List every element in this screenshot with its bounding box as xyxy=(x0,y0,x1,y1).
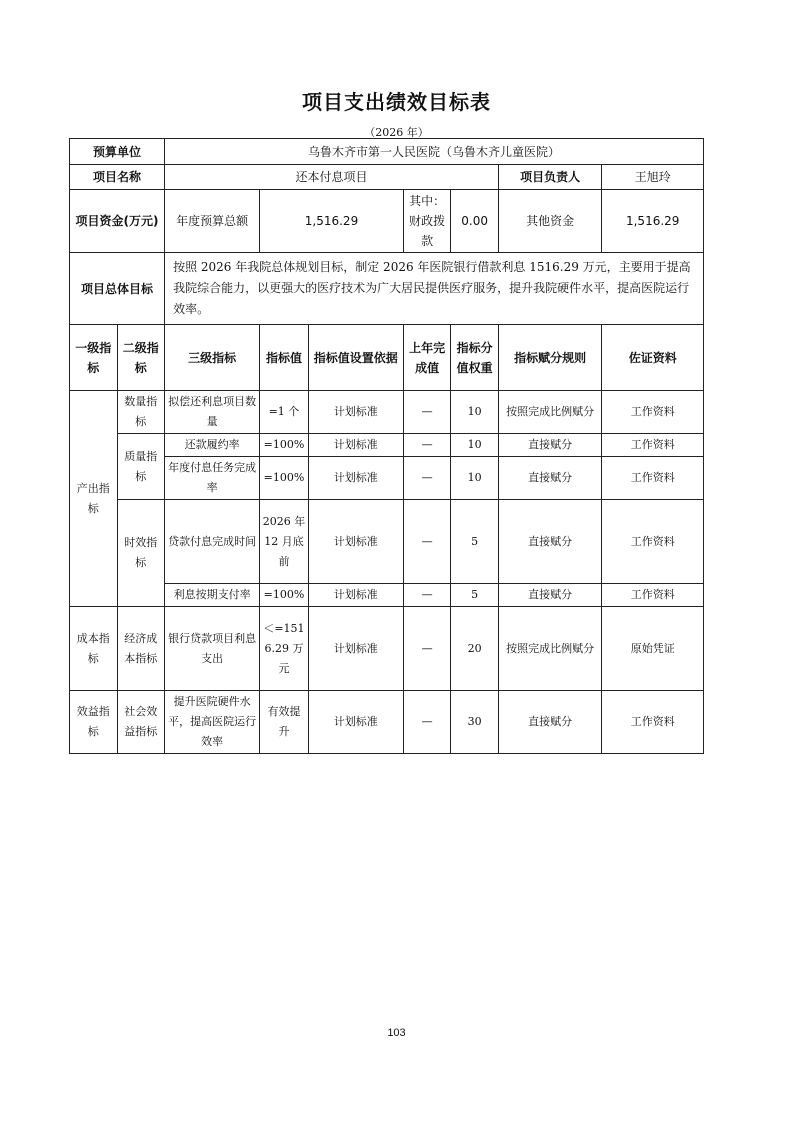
indicator-weight: 30 xyxy=(451,691,499,754)
indicator-name: 利息按期支付率 xyxy=(165,584,260,607)
group-benefit: 效益指标 xyxy=(70,691,118,754)
project-name-value: 还本付息项目 xyxy=(165,165,499,190)
header-weight: 指标分值权重 xyxy=(451,325,499,391)
indicator-basis: 计划标准 xyxy=(308,691,403,754)
group-output: 产出指标 xyxy=(70,391,118,607)
indicator-value: =100% xyxy=(260,434,309,457)
indicator-last-year: — xyxy=(403,391,451,434)
indicator-value: =100% xyxy=(260,584,309,607)
indicator-last-year: — xyxy=(403,607,451,691)
header-evidence: 佐证资料 xyxy=(602,325,704,391)
funds-row xyxy=(70,190,704,253)
indicator-rule: 直接赋分 xyxy=(498,691,602,754)
indicator-last-year: — xyxy=(403,691,451,754)
table-row xyxy=(70,691,704,754)
indicator-name: 还款履约率 xyxy=(165,434,260,457)
other-funds-value: 1,516.29 xyxy=(602,190,704,253)
table-row xyxy=(70,584,704,607)
indicator-evidence: 工作资料 xyxy=(602,500,704,584)
goal-label: 项目总体目标 xyxy=(70,253,165,325)
table-row xyxy=(70,500,704,584)
annual-budget-label: 年度预算总额 xyxy=(165,190,260,253)
indicator-weight: 20 xyxy=(451,607,499,691)
indicator-name: 贷款付息完成时间 xyxy=(165,500,260,584)
indicator-basis: 计划标准 xyxy=(308,434,403,457)
indicator-basis: 计划标准 xyxy=(308,584,403,607)
header-level3: 三级指标 xyxy=(165,325,260,391)
indicator-value: =100% xyxy=(260,457,309,500)
indicator-weight: 5 xyxy=(451,584,499,607)
indicator-weight: 10 xyxy=(451,457,499,500)
indicator-value: =1 个 xyxy=(260,391,309,434)
indicator-value: ＜=1516.29 万元 xyxy=(260,607,309,691)
indicator-last-year: — xyxy=(403,500,451,584)
unit-value: 乌鲁木齐市第一人民医院（乌鲁木齐儿童医院） xyxy=(165,139,704,165)
name-row xyxy=(70,165,704,190)
indicator-evidence: 工作资料 xyxy=(602,691,704,754)
header-rule: 指标赋分规则 xyxy=(498,325,602,391)
project-name-label: 项目名称 xyxy=(70,165,165,190)
unit-row xyxy=(70,139,704,165)
indicator-weight: 5 xyxy=(451,500,499,584)
performance-target-table xyxy=(69,138,704,754)
other-funds-label: 其他资金 xyxy=(498,190,602,253)
indicator-name: 银行贷款项目利息支出 xyxy=(165,607,260,691)
header-level2: 二级指标 xyxy=(117,325,165,391)
annual-budget-value: 1,516.29 xyxy=(260,190,404,253)
table-row xyxy=(70,434,704,457)
owner-value: 王旭玲 xyxy=(602,165,704,190)
indicator-value: 有效提升 xyxy=(260,691,309,754)
unit-label: 预算单位 xyxy=(70,139,165,165)
subgroup-social: 社会效益指标 xyxy=(117,691,165,754)
table-row xyxy=(70,391,704,434)
header-basis: 指标值设置依据 xyxy=(308,325,403,391)
indicator-rule: 按照完成比例赋分 xyxy=(498,607,602,691)
subgroup-timeliness: 时效指标 xyxy=(117,500,165,607)
header-value: 指标值 xyxy=(260,325,309,391)
indicator-rule: 直接赋分 xyxy=(498,584,602,607)
page-title: 项目支出绩效目标表 xyxy=(302,90,491,114)
indicator-last-year: — xyxy=(403,584,451,607)
indicator-rule: 直接赋分 xyxy=(498,434,602,457)
indicator-rule: 按照完成比例赋分 xyxy=(498,391,602,434)
indicator-weight: 10 xyxy=(451,434,499,457)
table-row xyxy=(70,457,704,500)
subgroup-quantity: 数量指标 xyxy=(117,391,165,434)
indicator-basis: 计划标准 xyxy=(308,457,403,500)
group-cost: 成本指标 xyxy=(70,607,118,691)
indicator-basis: 计划标准 xyxy=(308,607,403,691)
indicator-last-year: — xyxy=(403,457,451,500)
fiscal-label: 其中：财政拨款 xyxy=(403,190,451,253)
fiscal-value: 0.00 xyxy=(451,190,499,253)
indicator-value: 2026 年 12 月底前 xyxy=(260,500,309,584)
owner-label: 项目负责人 xyxy=(498,165,602,190)
funds-label: 项目资金(万元) xyxy=(70,190,165,253)
indicator-last-year: — xyxy=(403,434,451,457)
subgroup-economic: 经济成本指标 xyxy=(117,607,165,691)
goal-text: 按照 2026 年我院总体规划目标，制定 2026 年医院银行借款利息 1516.29 万元，主要用于提高我院综合能力，以更强大的医疗技术为广大居民提供医疗服务，提升我院硬件水平，提高医院运行效率。 xyxy=(165,253,704,325)
header-last-year: 上年完成值 xyxy=(403,325,451,391)
indicator-evidence: 原始凭证 xyxy=(602,607,704,691)
indicator-evidence: 工作资料 xyxy=(602,584,704,607)
indicator-evidence: 工作资料 xyxy=(602,457,704,500)
indicator-name: 拟偿还利息项目数量 xyxy=(165,391,260,434)
indicator-basis: 计划标准 xyxy=(308,500,403,584)
indicator-rule: 直接赋分 xyxy=(498,457,602,500)
page-number: 103 xyxy=(387,1027,406,1039)
indicator-weight: 10 xyxy=(451,391,499,434)
indicator-rule: 直接赋分 xyxy=(498,500,602,584)
indicator-name: 年度付息任务完成率 xyxy=(165,457,260,500)
table-row xyxy=(70,607,704,691)
indicator-header-row xyxy=(70,325,704,391)
indicator-evidence: 工作资料 xyxy=(602,434,704,457)
subgroup-quality: 质量指标 xyxy=(117,434,165,500)
indicator-basis: 计划标准 xyxy=(308,391,403,434)
goal-row xyxy=(70,253,704,325)
indicator-evidence: 工作资料 xyxy=(602,391,704,434)
header-level1: 一级指标 xyxy=(70,325,118,391)
indicator-name: 提升医院硬件水平，提高医院运行效率 xyxy=(165,691,260,754)
year-subtitle: （2026 年） xyxy=(364,126,429,139)
